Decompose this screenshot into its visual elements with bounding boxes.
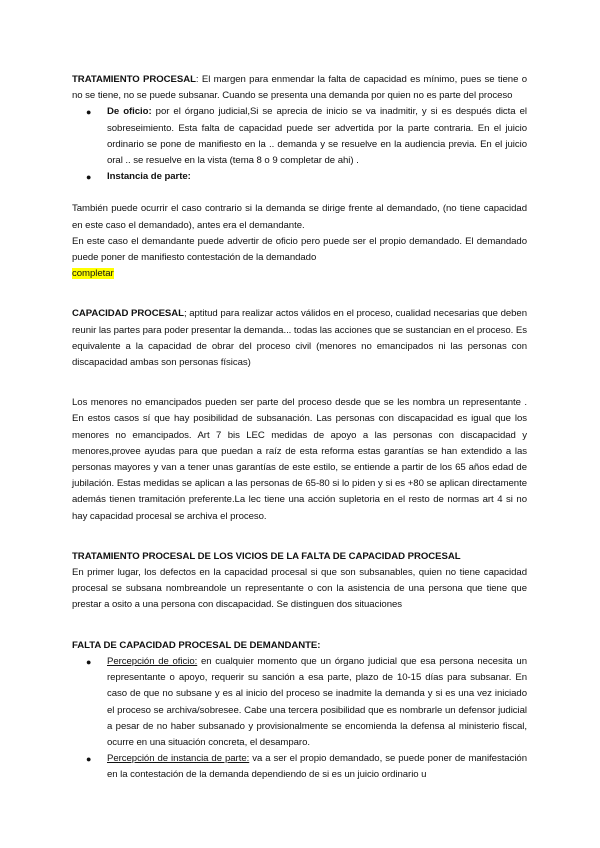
list-item-text: en cualquier momento que un órgano judicial que esa persona necesita un representante o apoyo, requerir su sanción a esa parte, plazo de 10-15 días para subsanar. En caso de que no subsane y es al inicio del proceso se inadmite la demanda y si es una vez iniciado el proceso se archiva/sobresee. Cabe una tercera posibilidad que es nombrarle un defensor judicial a pesar de no haber subsanado y provisionalmente se encomienda la defensa al ministerio fiscal, ocurre en una situación concreta, el desamparo.	[107, 655, 527, 748]
list-item	[72, 751, 527, 783]
list-item-label: Percepción de instancia de parte:	[107, 753, 250, 765]
paragraph-text: : El margen para enmendar la falta de capacidad es mínimo, pues se tiene o no se tiene, no se puede subsanar. Cuando se presenta una demanda por quien no es parte del proceso	[72, 74, 527, 102]
paragraph-tratamiento-procesal	[72, 72, 527, 104]
paragraph: En este caso el demandante puede advertir de oficio pero puede ser el propio demandado. El demandado puede poner de manifiesto contestación de la demandado	[72, 235, 527, 264]
document-page	[72, 72, 527, 784]
bullet-icon: ●	[86, 656, 92, 667]
bullet-icon: ●	[86, 107, 92, 118]
section-heading: TRATAMIENTO PROCESAL DE LOS VICIOS DE LA FALTA DE CAPACIDAD PROCESAL	[72, 550, 461, 562]
bullet-list	[72, 104, 527, 185]
paragraph-text: ; aptitud para realizar actos válidos en el proceso, cualidad necesarias que deben reunir las partes para poder presentar la demanda... todas las acciones que se sustancian en el proceso. Es equivalente a la capacidad de obrar del proceso civil (menores no emancipados ni las personas con discapacidad ambas son personas físicas)	[72, 308, 528, 369]
paragraph-capacidad-procesal	[72, 306, 527, 371]
list-item-text: por el órgano judicial,Si se aprecia de inicio se va inadmitir, y si es después dicta el sobreseimiento. Esta falta de capacidad puede ser advertida por la parte contraria. En el juicio ordinario se pone de manifiesto en la .. demanda y se resuelve en la audiencia previa. En el juicio oral .. se resuelve en la vista (tema 8 o 9 completar de ahi) .	[107, 106, 527, 167]
list-item	[72, 104, 527, 169]
highlight-text: completar	[72, 268, 114, 280]
paragraph: También puede ocurrir el caso contrario si la demanda se dirige frente al demandado, (no tiene capacidad en este caso el demandado), antes era el demandante.	[72, 203, 527, 231]
highlighted-note	[72, 266, 527, 282]
list-item-label: Instancia de parte:	[107, 171, 191, 183]
paragraph: En primer lugar, los defectos en la capacidad procesal si que son subsanables, quien no tiene capacidad procesal se subsana nombreandole un representante o con la asistencia de una persona que tiene que prestar a osito a una persona con discapacidad. Se distinguen dos situaciones	[72, 567, 527, 611]
list-item-label: Percepción de oficio:	[107, 655, 198, 667]
list-item-label: De oficio:	[107, 106, 152, 118]
section-heading: TRATAMIENTO PROCESAL	[72, 74, 196, 85]
list-item	[72, 169, 527, 185]
bullet-list	[72, 654, 527, 784]
section-heading: CAPACIDAD PROCESAL	[72, 308, 184, 320]
bullet-icon: ●	[86, 172, 92, 183]
list-item-text: va a ser el propio demandado, se puede poner de manifestación en la contestación de la demanda dependiendo de si es un juicio ordinario u	[107, 753, 527, 781]
paragraph: Los menores no emancipados pueden ser parte del proceso desde que se les nombra un representante . En estos casos sí que hay posibilidad de subsanación. Las personas con discapacidad es igual que los menores no emancipados. Art 7 bis LEC medidas de apoyo a las personas con discapacidad y menores,provee ayudas para que puedan a raíz de esta reforma estas garantías se han extendido a las personas mayores y van a tener unas garantías de este estilo, se entiende a partir de los 65 años edad de jubilación. Estas medidas se aplican a las personas de 65-80 si lo piden y si es +80 se aplican directamente además tienen tramitación preferente.La lec tiene una acción supletoria en el resto de normas art 4 si no hay capacidad procesal se archiva el proceso.	[72, 397, 527, 522]
section-heading: FALTA DE CAPACIDAD PROCESAL DE DEMANDANTE:	[72, 639, 321, 651]
bullet-icon: ●	[86, 754, 92, 765]
list-item	[72, 654, 527, 751]
